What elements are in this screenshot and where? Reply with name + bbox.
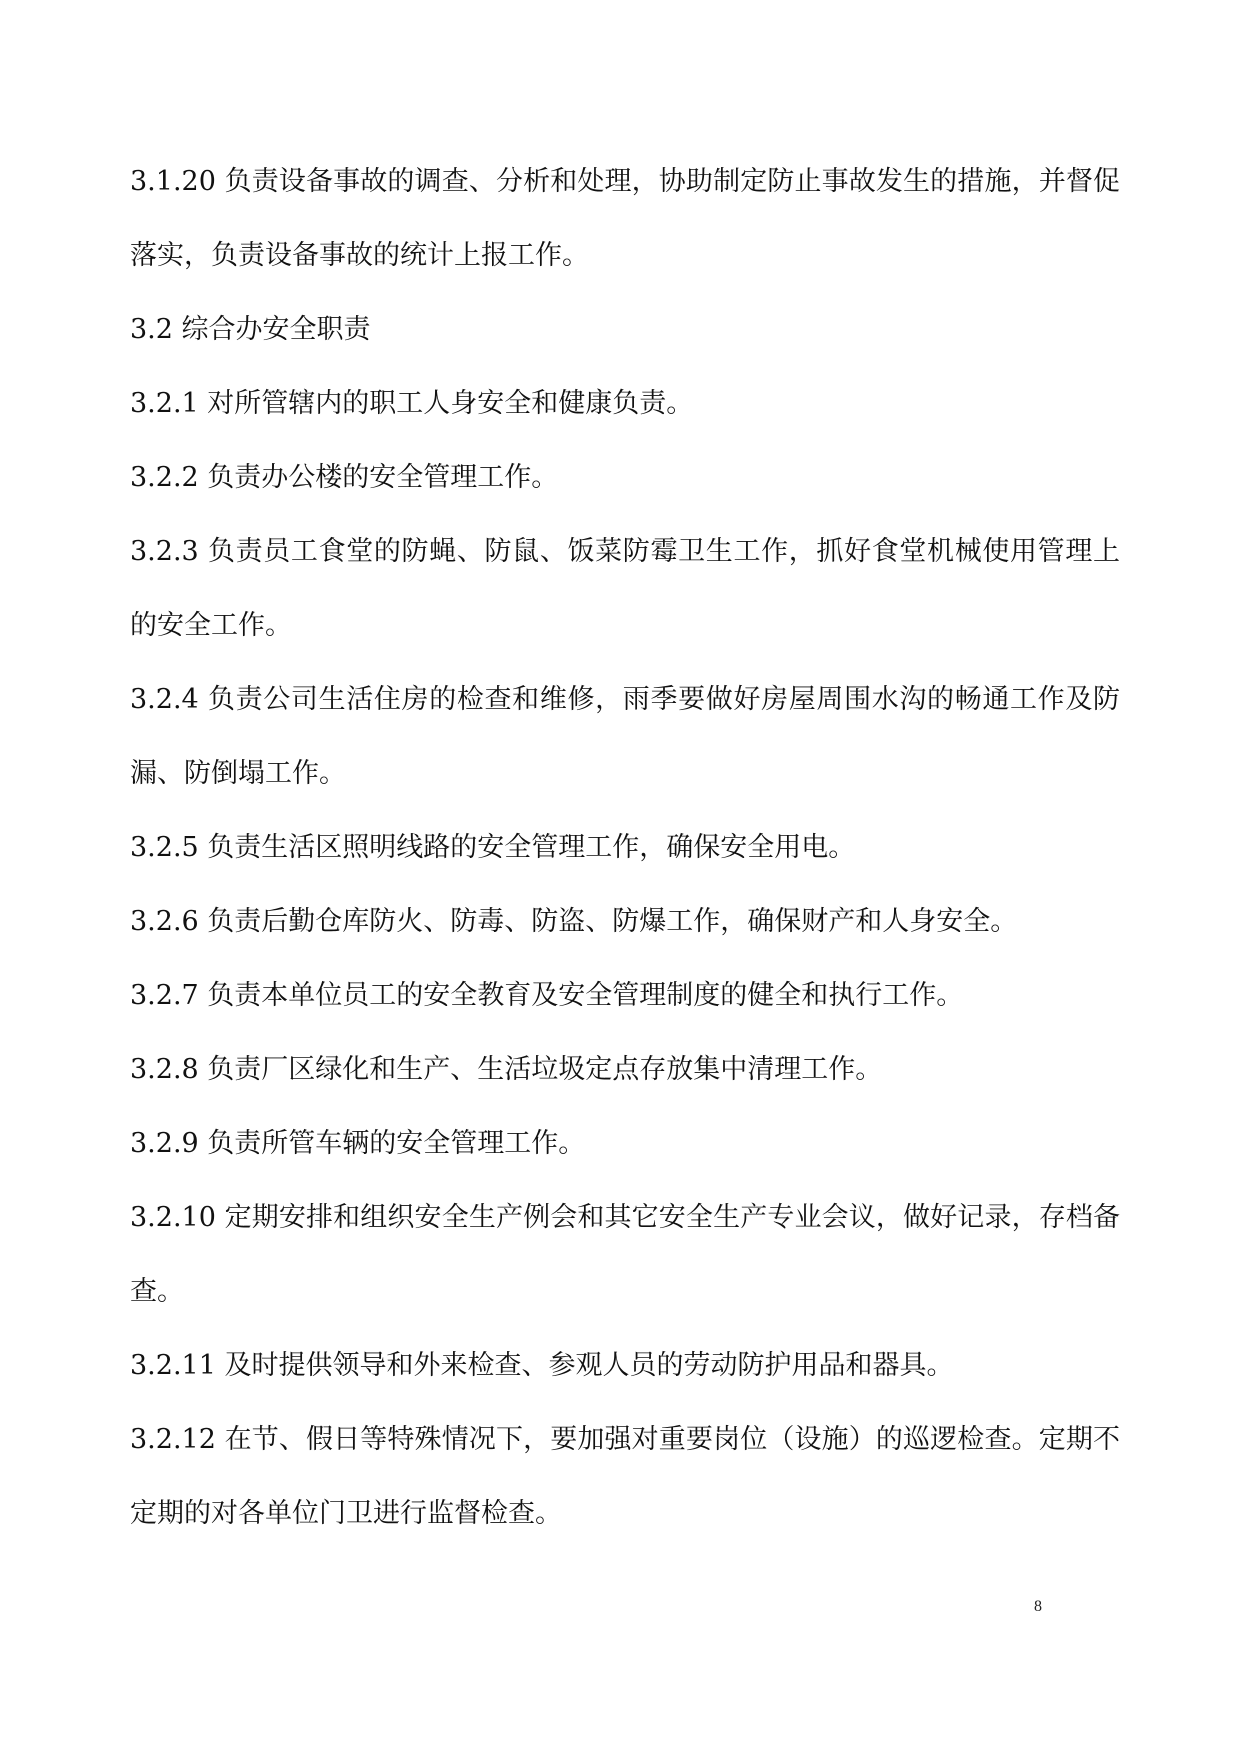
page-number: 8	[1034, 1598, 1042, 1615]
paragraph-3-2-12: 3.2.12 在节、假日等特殊情况下，要加强对重要岗位（设施）的巡逻检查。定期不定期的对各单位门卫进行监督检查。	[130, 1424, 1120, 1529]
document-body	[130, 145, 1120, 1551]
paragraph-3-2-2: 3.2.2 负责办公楼的安全管理工作。	[130, 462, 559, 493]
paragraph-3-2-5: 3.2.5 负责生活区照明线路的安全管理工作，确保安全用电。	[130, 832, 856, 863]
paragraph-3-2-3: 3.2.3 负责员工食堂的防蝇、防鼠、饭菜防霉卫生工作，抓好食堂机械使用管理上的安全工作。	[130, 536, 1120, 641]
paragraph-3-2-4: 3.2.4 负责公司生活住房的检查和维修，雨季要做好房屋周围水沟的畅通工作及防漏、防倒塌工作。	[130, 684, 1120, 789]
paragraph-3-2-11: 3.2.11 及时提供领导和外来检查、参观人员的劳动防护用品和器具。	[130, 1350, 954, 1381]
paragraph-3-2-10: 3.2.10 定期安排和组织安全生产例会和其它安全生产专业会议，做好记录，存档备查。	[130, 1202, 1120, 1307]
section-heading-3-2: 3.2 综合办安全职责	[130, 314, 371, 345]
paragraph-3-2-8: 3.2.8 负责厂区绿化和生产、生活垃圾定点存放集中清理工作。	[130, 1054, 883, 1085]
paragraph-3-1-20: 3.1.20 负责设备事故的调查、分析和处理，协助制定防止事故发生的措施，并督促落实，负责设备事故的统计上报工作。	[130, 166, 1120, 271]
paragraph-3-2-9: 3.2.9 负责所管车辆的安全管理工作。	[130, 1128, 586, 1159]
paragraph-3-2-7: 3.2.7 负责本单位员工的安全教育及安全管理制度的健全和执行工作。	[130, 980, 964, 1011]
paragraph-3-2-6: 3.2.6 负责后勤仓库防火、防毒、防盗、防爆工作，确保财产和人身安全。	[130, 906, 1018, 937]
paragraph-3-2-1: 3.2.1 对所管辖内的职工人身安全和健康负责。	[130, 388, 694, 419]
